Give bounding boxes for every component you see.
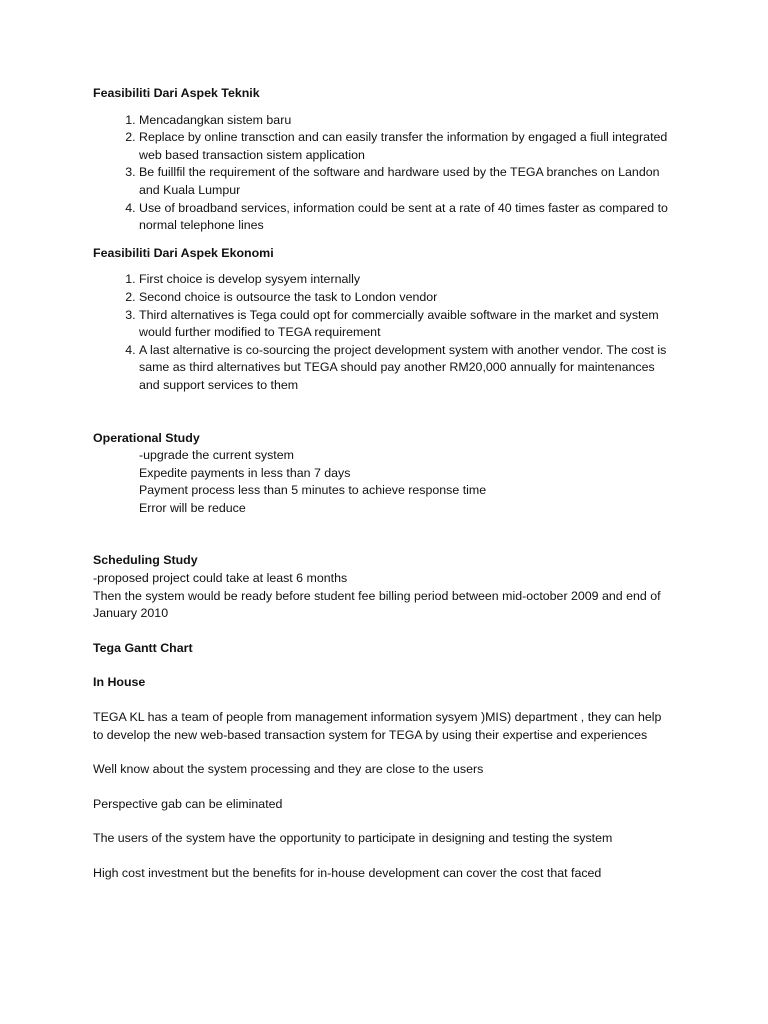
inhouse-paragraph: Perspective gab can be eliminated (93, 796, 283, 811)
heading-gantt: Tega Gantt Chart (93, 640, 193, 655)
operational-line: -upgrade the current system (139, 448, 294, 463)
scheduling-line: -proposed project could take at least 6 months (93, 571, 348, 586)
list-item: 2. Replace by online transction and can easily transfer the information by engaged a fiull integrated web based transaction sistem application (139, 129, 673, 164)
operational-line: Expedite payments in less than 7 days (139, 465, 351, 480)
list-item: 1. First choice is develop sysyem internally (139, 271, 673, 289)
heading-teknik: Feasibiliti Dari Aspek Teknik (93, 86, 260, 100)
list-item: 4. Use of broadband services, information could be sent at a rate of 40 times faster as compared to normal telephone lines (139, 200, 673, 235)
heading-ekonomi: Feasibiliti Dari Aspek Ekonomi (93, 245, 274, 260)
heading-scheduling: Scheduling Study (93, 553, 198, 568)
scheduling-line: Then the system would be ready before student fee billing period between mid-october 2009 and end of January 2010 (93, 588, 661, 621)
operational-line: Payment process less than 5 minutes to achieve response time (139, 483, 487, 498)
inhouse-paragraph: High cost investment but the benefits for in-house development can cover the cost that faced (93, 866, 602, 880)
list-item: 2. Second choice is outsource the task to London vendor (139, 289, 673, 307)
heading-operational: Operational Study (93, 430, 200, 445)
inhouse-paragraph: Well know about the system processing and they are close to the users (93, 762, 484, 777)
list-item: 4. A last alternative is co-sourcing the project development system with another vendor. The cost is same as third alternatives but TEGA should pay another RM20,000 annually for maintenances and support services to them (139, 342, 673, 395)
heading-inhouse: In House (93, 675, 146, 690)
list-item: 3. Third alternatives is Tega could opt for commercially avaible software in the market and system would further modified to TEGA requirement (139, 307, 673, 342)
list-item: 1. Mencadangkan sistem baru (139, 112, 673, 130)
document-body (93, 85, 673, 883)
operational-line: Error will be reduce (139, 500, 246, 515)
list-item: 3. Be fuillfil the requirement of the software and hardware used by the TEGA branches on Landon and Kuala Lumpur (139, 164, 673, 199)
list-ekonomi (93, 271, 673, 394)
inhouse-paragraph: The users of the system have the opportunity to participate in designing and testing the system (93, 831, 613, 846)
inhouse-paragraph: TEGA KL has a team of people from management information sysyem )MIS) department , they can help to develop the new web-based transaction system for TEGA by using their expertise and experiences (93, 710, 662, 742)
list-teknik (93, 112, 673, 235)
